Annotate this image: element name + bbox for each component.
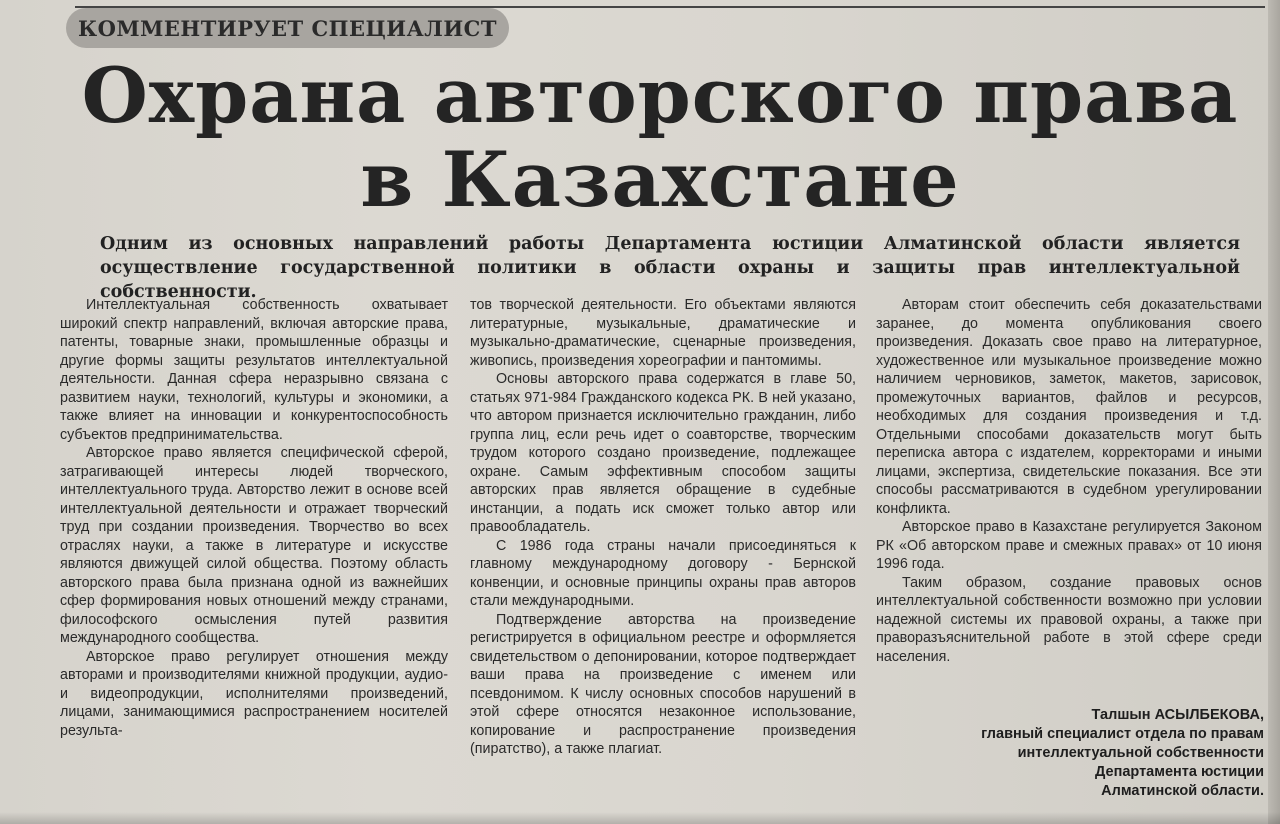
paragraph: Таким образом, создание правовых основ интеллектуальной собственности возможно при условии надежной системы их правовой охраны, а также при праворазъяснительной работе в этой сфере среди населения. — [876, 574, 1262, 665]
rubric-label: КОММЕНТИРУЕТ СПЕЦИАЛИСТ — [77, 15, 498, 41]
author-position: главный специалист отдела по правам — [981, 726, 1264, 742]
lead-paragraph: Одним из основных направлений работы Департамента юстиции Алматинской области является осуществление государственной политики в области охраны и защиты прав интеллектуальной собственности. — [100, 234, 1240, 302]
paragraph: Авторское право в Казахстане регулируется Законом РК «Об авторском праве и смежных правах» от 10 июня 1996 года. — [876, 519, 1262, 572]
author-name: Талшын АСЫЛБЕКОВА, — [1091, 707, 1264, 723]
rubric-badge — [66, 8, 509, 48]
author-position: Алматинской области. — [1101, 783, 1264, 799]
paragraph: Основы авторского права содержатся в главе 50, статьях 971-984 Гражданского кодекса РК. В ней указано, что автором признается исключительно гражданин, либо группа лиц, если речь идет о соавторстве, творческим трудом которого создано произведение, подлежащее охране. Самым эффективным способом защиты авторских прав является обращение в судебные инстанции, а подать иск сможет только автор или правообладатель. — [470, 371, 856, 535]
headline-line-1: Охрана авторского права — [81, 51, 1239, 140]
paragraph: тов творческой деятельности. Его объектами являются литературные, музыкальные, драматические и музыкально-драматические, сценарные произведения, живопись, произведения хореографии и пантомимы. — [470, 297, 856, 369]
paragraph: Интеллектуальная собственность охватывает широкий спектр направлений, включая авторские права, патенты, товарные знаки, промышленные образцы и другие формы защиты результатов интеллектуальной деятельности. Данная сфера неразрывно связана с развитием науки, технологий, культуры и экономики, а также влияет на инновации и конкурентоспособность субъектов предпринимательства. — [60, 297, 448, 443]
paragraph: Авторам стоит обеспечить себя доказательствами заранее, до момента опубликования своего произведения. Доказать свое право на литературное, художественное или музыкальное произведение можно наличием черновиков, заметок, макетов, зарисовок, промежуточных вариантов, файлов и ресурсов, необходимых для создания произведения и т.д. Отдельными способами доказательств могут быть переписка автора с издателем, корректорами и иными лицами, экспертиза, свидетельские показания. Все эти способы рассматриваются в судебном урегулировании конфликта. — [876, 297, 1262, 517]
paragraph: Авторское право является специфической сферой, затрагивающей интересы людей творческого, интеллектуального труда. Авторство лежит в основе всей интеллектуальной деятельности и отражает творческий труд при создании произведения. Творчество во всех отраслях науки, а также в литературе и искусстве являются движущей силой общества. Поэтому область авторского права была признана одной из важнейших сфер формирования новых отношений между странами, философского осмысления путей развития международного сообщества. — [60, 445, 448, 646]
paragraph: С 1986 года страны начали присоединяться к главному международному договору - Бернской конвенции, и основные принципы охраны прав авторов стали международными. — [470, 537, 856, 609]
author-position: интеллектуальной собственности — [1017, 745, 1264, 761]
paragraph: Подтверждение авторства на произведение регистрируется в официальном реестре и оформляется свидетельством о депонировании, которое подтверждает ваши права на произведение с именем или псевдонимом. К числу основных способов нарушений в этой сфере относятся незаконное использование, копирование и распространение произведения (пиратство), а также плагиат. — [470, 611, 856, 757]
headline-line-2: в Казахстане — [360, 135, 960, 224]
page-shadow — [0, 812, 1280, 824]
article-column-1 — [60, 296, 448, 740]
page-edge — [1268, 0, 1280, 824]
article-column-3 — [876, 296, 1262, 666]
article-column-2 — [470, 296, 856, 759]
author-signature — [844, 706, 1264, 801]
paragraph: Авторское право регулирует отношения между авторами и производителями книжной продукции, аудио- и видеопродукции, исполнителями произведений, лицами, занимающимися распространением носителей результа- — [60, 648, 448, 739]
top-rule — [75, 0, 1265, 8]
author-position: Департамента юстиции — [1095, 764, 1264, 780]
